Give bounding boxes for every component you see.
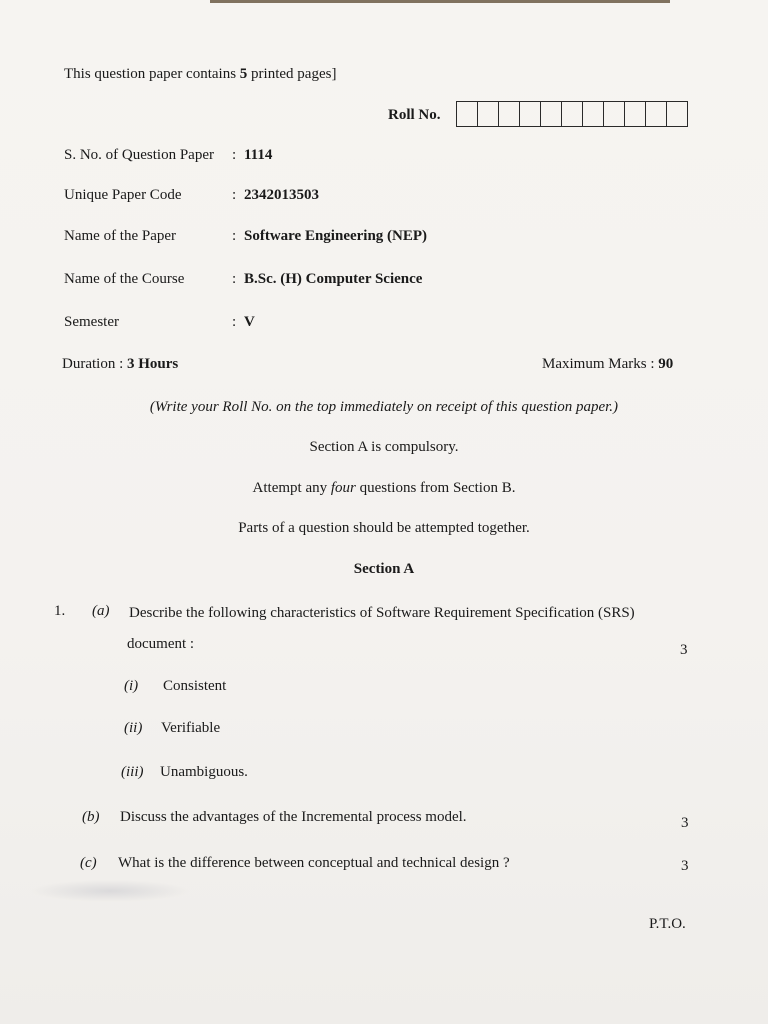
roll-no-label: Roll No.: [388, 107, 441, 123]
top-edge-line: [210, 0, 670, 3]
part-c-marks: 3: [681, 858, 689, 874]
roll-box[interactable]: [583, 102, 604, 126]
roll-no-boxes[interactable]: [456, 101, 688, 127]
attempt-post: questions from Section B.: [359, 480, 516, 496]
pages-note-suffix: printed pages]: [251, 66, 337, 82]
detail-label-course: Name of the Course: [64, 271, 185, 287]
roll-box[interactable]: [562, 102, 583, 126]
part-c-label: (c): [80, 855, 97, 871]
roll-box[interactable]: [478, 102, 499, 126]
pages-note-prefix: This question paper contains: [64, 66, 237, 82]
max-marks: [542, 355, 673, 373]
part-b-text: Discuss the advantages of the Incremental process model.: [120, 809, 467, 825]
detail-colon: :: [232, 147, 237, 163]
detail-label-paper: Name of the Paper: [64, 228, 177, 244]
detail-colon: :: [232, 271, 237, 287]
detail-label-upc: Unique Paper Code: [64, 187, 182, 203]
duration-value: 3 Hours: [127, 356, 179, 372]
instruction-write-roll: (Write your Roll No. on the top immediately on receipt of this question paper.): [149, 399, 619, 415]
part-c-text: What is the difference between conceptual and technical design ?: [118, 855, 510, 871]
part-b-label: (b): [82, 809, 100, 825]
detail-value-course: B.Sc. (H) Computer Science: [244, 271, 423, 287]
part-a-marks: 3: [680, 642, 688, 658]
attempt-pre: Attempt any: [252, 480, 328, 496]
item-iii-label: (iii): [121, 764, 144, 780]
detail-value-semester: V: [244, 314, 255, 330]
roll-box[interactable]: [520, 102, 541, 126]
detail-value-paper: Software Engineering (NEP): [244, 228, 428, 244]
roll-box[interactable]: [499, 102, 520, 126]
detail-label-sno: S. No. of Question Paper: [64, 147, 214, 163]
detail-colon: :: [232, 187, 237, 203]
detail-colon: :: [232, 228, 237, 244]
ink-smudge: [30, 880, 190, 902]
pto-note: P.T.O.: [649, 916, 686, 932]
part-a-text-line2: document :: [127, 636, 195, 652]
roll-box[interactable]: [541, 102, 562, 126]
question-number: 1.: [54, 603, 66, 619]
attempt-emphasis: four: [330, 480, 356, 496]
instruction-parts: Parts of a question should be attempted together.: [238, 520, 530, 536]
instruction-attempt: [0, 479, 768, 497]
roll-box[interactable]: [667, 102, 687, 126]
roll-box[interactable]: [646, 102, 667, 126]
duration-label: Duration :: [62, 356, 124, 372]
detail-colon: :: [232, 314, 237, 330]
part-a-text-line1: Describe the following characteristics of Software Requirement Specification (SRS): [129, 605, 635, 621]
detail-value-upc: 2342013503: [244, 187, 319, 203]
detail-label-semester: Semester: [64, 314, 119, 330]
section-title: Section A: [353, 561, 415, 577]
item-ii-label: (ii): [124, 720, 143, 736]
item-i-label: (i): [124, 678, 139, 694]
pages-note: [64, 65, 336, 83]
detail-value-sno: 1114: [244, 147, 273, 163]
part-a-label: (a): [92, 603, 110, 619]
max-marks-label: Maximum Marks :: [542, 356, 655, 372]
part-b-marks: 3: [681, 815, 689, 831]
item-iii-text: Unambiguous.: [160, 764, 248, 780]
max-marks-value: 90: [658, 356, 674, 372]
item-i-text: Consistent: [163, 678, 227, 694]
roll-box[interactable]: [457, 102, 478, 126]
roll-box[interactable]: [625, 102, 646, 126]
pages-count: 5: [239, 66, 248, 82]
instruction-compulsory: Section A is compulsory.: [309, 439, 459, 455]
duration: [62, 355, 178, 373]
item-ii-text: Verifiable: [161, 720, 221, 736]
roll-box[interactable]: [604, 102, 625, 126]
